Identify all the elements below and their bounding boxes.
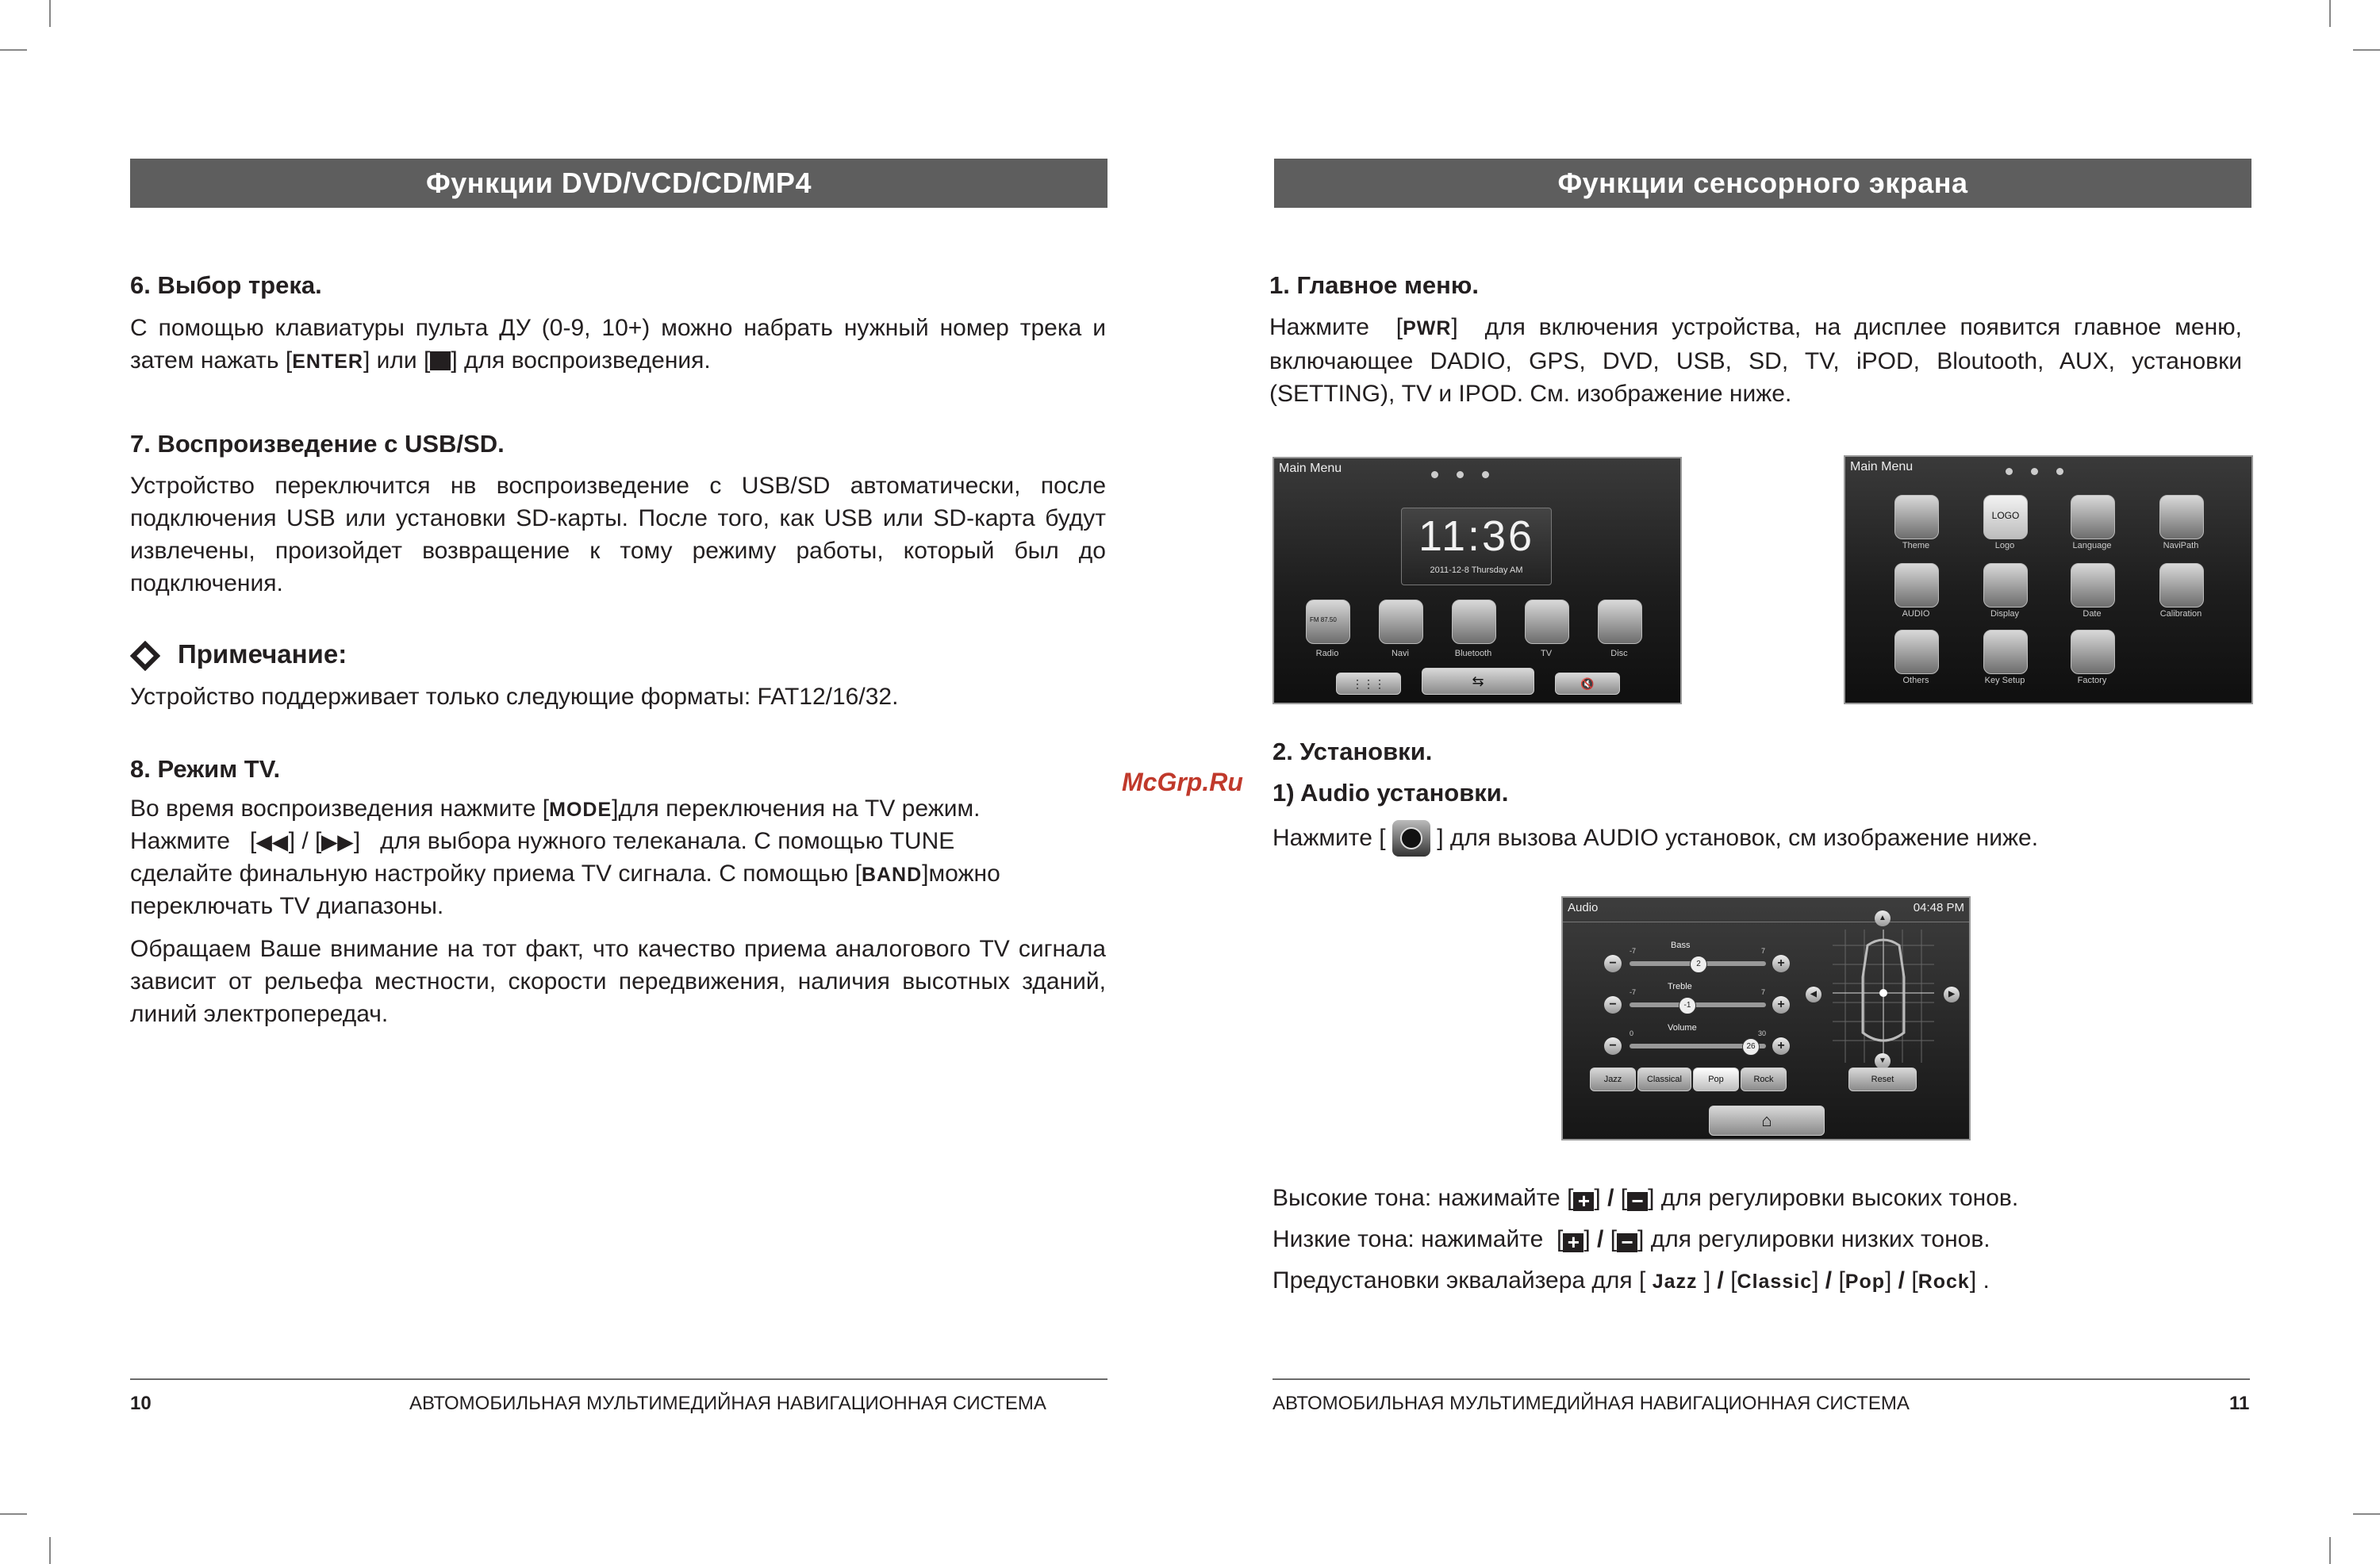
minus-key-icon: − xyxy=(1627,1192,1648,1211)
section-banner-dvd: Функции DVD/VCD/CD/MP4 xyxy=(130,159,1107,208)
note-title: Примечание: xyxy=(178,639,347,669)
clock-date: 2011-12-8 Thursday AM xyxy=(1430,565,1523,575)
tv-line-1: Во время воспроизведения нажмите [MODE]для переключения на TV режим. xyxy=(130,795,981,822)
bass-knob[interactable]: 2 xyxy=(1690,956,1707,973)
icon-label: AUDIO xyxy=(1902,609,1930,619)
audio-settings-icon xyxy=(1392,820,1430,857)
volume-max: 30 xyxy=(1758,1029,1767,1037)
mute-icon[interactable]: 🔇 xyxy=(1555,673,1620,695)
page-number-left: 10 xyxy=(130,1393,152,1414)
key-enter: ENTER xyxy=(292,351,363,373)
navipath-icon[interactable] xyxy=(2159,495,2204,539)
eq-rock: Rock xyxy=(1917,1271,1970,1293)
balance-fader-grid[interactable] xyxy=(1833,930,1934,1063)
disc-icon[interactable] xyxy=(1598,600,1642,644)
key-mode: MODE xyxy=(549,799,612,821)
watermark: McGrp.Ru xyxy=(1122,768,1243,796)
theme-icon[interactable] xyxy=(1894,495,1939,539)
heading-usb-sd: 7. Воспроизведение с USB/SD. xyxy=(130,430,505,458)
grid-icon[interactable]: ⋮⋮⋮ xyxy=(1336,673,1401,695)
audio-icon[interactable] xyxy=(1894,563,1939,608)
bass-instruction: Низкие тона: нажимайте [ + ] / [ − ] для регулировки низких тонов. xyxy=(1273,1226,1990,1254)
crop-mark xyxy=(2329,0,2331,27)
preset-pop-button[interactable]: Pop xyxy=(1693,1068,1739,1091)
page-dot xyxy=(1457,471,1464,478)
main-menu-screen-2 xyxy=(1844,455,2253,704)
crop-mark xyxy=(2353,1513,2380,1515)
rewind-key-icon: ◀◀ xyxy=(256,831,289,853)
crop-mark xyxy=(0,49,27,51)
tv-icon[interactable] xyxy=(1525,600,1569,644)
crop-mark xyxy=(49,1537,51,1564)
volume-label: Volume xyxy=(1668,1023,1697,1033)
icon-label: Key Setup xyxy=(1984,676,2025,685)
bass-max: 7 xyxy=(1761,947,1766,955)
bass-minus-button[interactable]: − xyxy=(1604,955,1622,972)
radio-freq: FM 87.50 xyxy=(1310,616,1337,623)
tv-line-4: переключать TV диапазоны. xyxy=(130,893,444,919)
audio-instruction: Нажмите [ ] для вызова AUDIO установок, см изображение ниже. xyxy=(1273,820,2038,857)
volume-plus-button[interactable]: + xyxy=(1772,1037,1790,1055)
volume-min: 0 xyxy=(1630,1029,1634,1037)
footer-rule xyxy=(1273,1378,2250,1380)
icon-label: Disc xyxy=(1610,649,1628,658)
icon-label: Others xyxy=(1902,676,1929,685)
footer-text-left: АВТОМОБИЛЬНАЯ МУЛЬТИМЕДИЙНАЯ НАВИГАЦИОННАЯ СИСТЕМА xyxy=(409,1393,1046,1414)
icon-label: Navi xyxy=(1391,649,1409,658)
reset-button[interactable]: Reset xyxy=(1848,1068,1917,1091)
page-dot xyxy=(1431,471,1438,478)
heading-settings: 2. Установки. xyxy=(1273,738,1433,765)
key-band: BAND xyxy=(861,864,923,886)
logo-text: LOGO xyxy=(1991,510,2020,521)
crop-mark xyxy=(49,0,51,27)
screen-title: Main Menu xyxy=(1279,462,1342,475)
others-icon[interactable] xyxy=(1894,630,1939,674)
note-diamond-icon xyxy=(130,641,160,671)
clock-widget xyxy=(1401,508,1552,585)
icon-label: NaviPath xyxy=(2163,541,2199,550)
stop-key-icon xyxy=(430,351,451,370)
icon-label: Bluetooth xyxy=(1454,649,1492,658)
bass-plus-button[interactable]: + xyxy=(1772,955,1790,972)
note-text: Устройство поддерживает только следующие форматы: FAT12/16/32. xyxy=(130,684,899,710)
eq-classic: Classic xyxy=(1737,1271,1813,1293)
tv-line-2: Нажмите [◀◀] / [▶▶] для выбора нужного телеканала. С помощью TUNE xyxy=(130,828,955,854)
paragraph-track-select: С помощью клавиатуры пульта ДУ (0-9, 10+) можно набрать нужный номер трека и затем нажать [ENTER] или [ ] для воспроизведения. xyxy=(130,315,1106,374)
heading-track-select: 6. Выбор трека. xyxy=(130,271,322,299)
page-dot xyxy=(2031,468,2038,475)
screen-time: 04:48 PM xyxy=(1913,901,1964,914)
eq-pop: Pop xyxy=(1844,1271,1885,1293)
plus-key-icon: + xyxy=(1563,1233,1583,1252)
eq-instruction: Предустановки эквалайзера для [ Jazz ] / [Classic] / [Pop] / [Rock] . xyxy=(1273,1267,1990,1294)
radio-icon[interactable] xyxy=(1306,600,1350,644)
tv-line-3: сделайте финальную настройку приема TV сигнала. С помощью [BAND]можно xyxy=(130,861,1000,887)
treble-min: -7 xyxy=(1630,988,1637,996)
calibration-icon[interactable] xyxy=(2159,563,2204,608)
heading-tv-mode: 8. Режим TV. xyxy=(130,755,281,783)
paragraph-usb-sd: Устройство переключится нв воспроизведение с USB/SD автоматически, после подключения USB или установки SD-карты. После того, как USB или SD-карта будут извлечены, произойдет возвращение к тому режиму работы, который был до подключения. xyxy=(130,473,1106,596)
logo-icon[interactable] xyxy=(1983,495,2028,539)
treble-plus-button[interactable]: + xyxy=(1772,996,1790,1014)
heading-audio-settings: 1) Audio установки. xyxy=(1273,779,1509,807)
page-dot xyxy=(2006,468,2013,475)
balance-right-button[interactable]: ▶ xyxy=(1944,987,1960,1002)
plus-key-icon: + xyxy=(1573,1192,1594,1211)
crop-mark xyxy=(2353,49,2380,51)
page-dot xyxy=(2056,468,2063,475)
icon-label: Date xyxy=(2082,609,2102,619)
date-icon[interactable] xyxy=(2071,563,2115,608)
home-icon[interactable]: ⌂ xyxy=(1709,1106,1825,1136)
bass-min: -7 xyxy=(1630,947,1637,955)
bass-label: Bass xyxy=(1671,941,1691,950)
section-banner-touch: Функции сенсорного экрана xyxy=(1274,159,2251,208)
minus-key-icon: − xyxy=(1617,1233,1637,1252)
fader-down-button[interactable]: ▼ xyxy=(1875,1053,1891,1069)
volume-minus-button[interactable]: − xyxy=(1604,1037,1622,1055)
treble-label: Treble xyxy=(1668,982,1692,991)
treble-max: 7 xyxy=(1761,988,1766,996)
treble-knob[interactable]: -1 xyxy=(1679,997,1696,1014)
screen-title: Audio xyxy=(1568,901,1599,914)
crop-mark xyxy=(2329,1537,2331,1564)
icon-label: Factory xyxy=(2077,676,2107,685)
preset-rock-button[interactable]: Rock xyxy=(1741,1068,1787,1091)
fader-up-button[interactable]: ▲ xyxy=(1875,910,1891,926)
page-number-right: 11 xyxy=(2229,1393,2250,1414)
key-pwr: PWR xyxy=(1403,317,1452,339)
treble-minus-button[interactable]: − xyxy=(1604,996,1622,1014)
volume-knob[interactable]: 26 xyxy=(1742,1038,1760,1056)
factory-icon[interactable] xyxy=(2071,630,2115,674)
clock-time: 11:36 xyxy=(1418,512,1535,560)
treble-instruction: Высокие тона: нажимайте [ + ] / [ − ] для регулировки высоких тонов. xyxy=(1273,1185,2019,1213)
language-icon[interactable] xyxy=(2071,495,2115,539)
footer-rule xyxy=(130,1378,1107,1380)
preset-classical-button[interactable]: Classical xyxy=(1637,1068,1691,1091)
bluetooth-icon[interactable] xyxy=(1452,600,1496,644)
back-arrow-icon[interactable]: ⇆ xyxy=(1422,668,1534,695)
footer-text-right: АВТОМОБИЛЬНАЯ МУЛЬТИМЕДИЙНАЯ НАВИГАЦИОННАЯ СИСТЕМА xyxy=(1273,1393,1910,1414)
icon-label: Language xyxy=(2072,541,2112,550)
icon-label: Display xyxy=(1990,609,2020,619)
balance-left-button[interactable]: ◀ xyxy=(1806,987,1821,1002)
screen-title: Main Menu xyxy=(1850,460,1914,473)
paragraph-tv-quality: Обращаем Ваше внимание на тот факт, что качество приема аналогового TV сигнала зависит от рельефа местности, скорости передвижения, наличия высотных зданий, линий электропередач. xyxy=(130,936,1106,1027)
main-menu-screen-1 xyxy=(1273,457,1682,704)
treble-slider[interactable] xyxy=(1630,1002,1766,1007)
forward-key-icon: ▶▶ xyxy=(321,831,354,853)
key-setup-icon[interactable] xyxy=(1983,630,2028,674)
icon-label: Radio xyxy=(1315,649,1339,658)
navi-icon[interactable] xyxy=(1379,600,1423,644)
audio-settings-screen xyxy=(1561,896,1971,1140)
display-icon[interactable] xyxy=(1983,563,2028,608)
paragraph-main-menu: Нажмите [PWR] для включения устройства, на дисплее появится главное меню, включающее DADIO, GPS, DVD, USB, SD, TV, iPOD, Bloutooth, AUX, установки (SETTING), TV и IPOD. См. изображение ниже. xyxy=(1269,314,2242,407)
crop-mark xyxy=(0,1513,27,1515)
preset-jazz-button[interactable]: Jazz xyxy=(1590,1068,1636,1091)
icon-label: Logo xyxy=(1994,541,2015,550)
icon-label: Theme xyxy=(1902,541,1930,550)
icon-label: Calibration xyxy=(2159,609,2202,619)
page-dot xyxy=(1482,471,1489,478)
icon-label: TV xyxy=(1540,649,1553,658)
heading-main-menu: 1. Главное меню. xyxy=(1269,271,1479,299)
eq-jazz: Jazz xyxy=(1652,1271,1698,1293)
